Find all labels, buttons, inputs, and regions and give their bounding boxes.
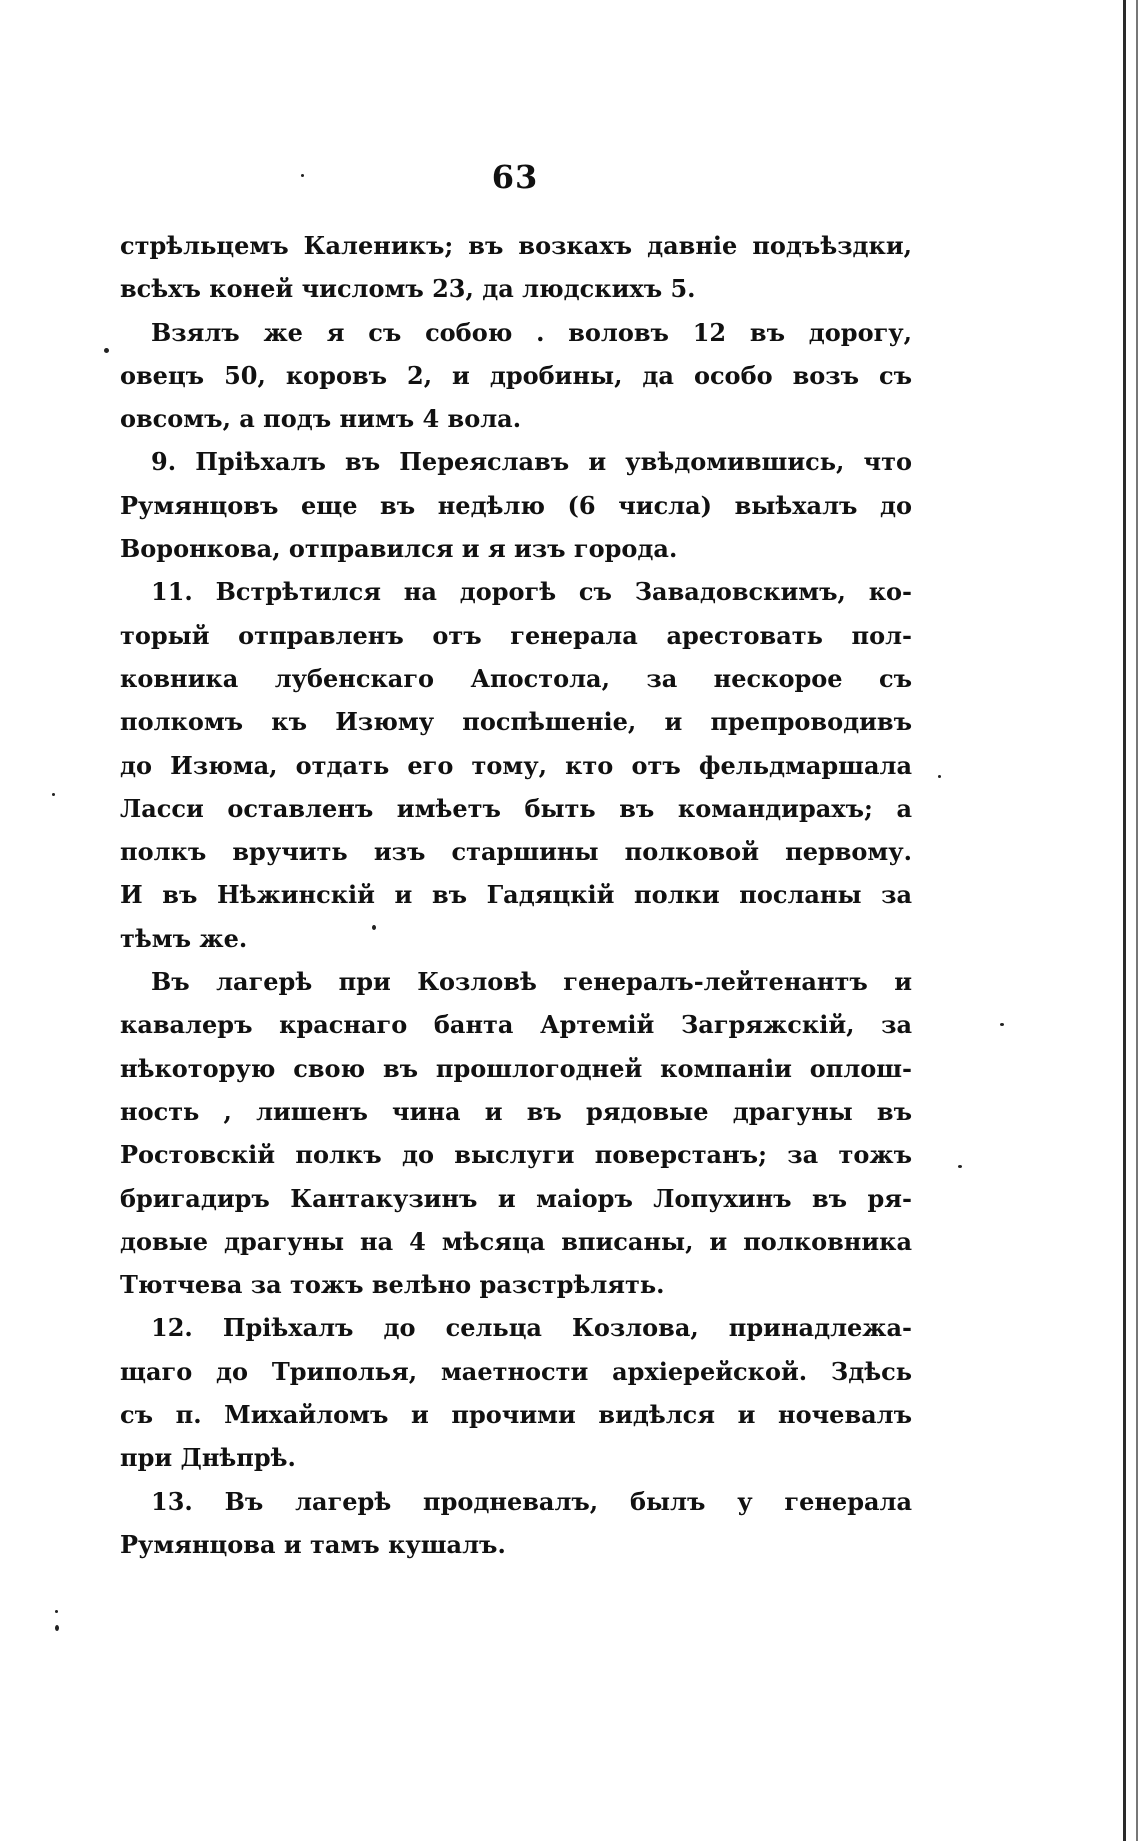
text-line: И въ Нѣжинскій и въ Гадяцкій полки посланы за bbox=[120, 880, 912, 910]
page-number: 63 bbox=[491, 158, 539, 196]
text-line: Румянцова и тамъ кушалъ. bbox=[120, 1529, 506, 1559]
text-line: 9. Пріѣхалъ въ Переяславъ и увѣдомившись, что bbox=[151, 447, 912, 477]
text-line: стрѣльцемъ Каленикъ; въ возкахъ давніе подъѣздки, bbox=[120, 231, 912, 260]
text-line: при Днѣпрѣ. bbox=[120, 1443, 296, 1473]
text-line: Взялъ же я съ собою . воловъ 12 въ дорогу, bbox=[151, 317, 912, 347]
text-line: ность , лишенъ чина и въ рядовые драгуны въ bbox=[120, 1096, 912, 1126]
text-line: Румянцовъ еще въ недѣлю (6 числа) выѣхалъ до bbox=[120, 490, 912, 520]
scan-speck bbox=[958, 1165, 962, 1168]
text-line: овецъ 50, коровъ 2, и дробины, да особо возъ съ bbox=[120, 360, 912, 390]
body-text bbox=[120, 224, 912, 1566]
text-line: тѣмъ же. bbox=[120, 923, 248, 953]
scan-speck bbox=[104, 348, 109, 353]
text-line: 11. Встрѣтился на дорогѣ съ Завадовскимъ, ко- bbox=[151, 577, 912, 607]
scan-speck bbox=[372, 925, 376, 930]
scan-speck bbox=[1000, 1023, 1004, 1026]
scan-speck bbox=[55, 1610, 58, 1613]
text-line: ковника лубенскаго Апостола, за нескорое съ bbox=[120, 663, 912, 693]
text-line: Въ лагерѣ при Козловѣ генералъ-лейтенантъ и bbox=[151, 967, 912, 997]
text-line: 13. Въ лагерѣ продневалъ, былъ у генерала bbox=[151, 1486, 912, 1516]
text-line: полкомъ къ Изюму поспѣшеніе, и препроводивъ bbox=[120, 707, 912, 737]
scan-speck bbox=[938, 775, 941, 778]
text-line: съ п. Михайломъ и прочими видѣлся и ночевалъ bbox=[120, 1400, 912, 1430]
text-line: Ростовскій полкъ до выслуги поверстанъ; за тожъ bbox=[120, 1140, 912, 1170]
scan-speck bbox=[52, 793, 55, 796]
text-line: торый отправленъ отъ генерала арестовать пол- bbox=[120, 620, 912, 650]
scan-speck bbox=[301, 174, 304, 177]
page-edge-shadow bbox=[1123, 0, 1126, 1841]
text-line: нѣкоторую свою въ прошлогодней компаніи оплош- bbox=[120, 1053, 912, 1083]
page-edge-shadow-outer bbox=[1136, 0, 1138, 1841]
text-line: 12. Пріѣхалъ до сельца Козлова, принадлежа- bbox=[151, 1313, 912, 1343]
text-line: Тютчева за тожъ велѣно разстрѣлять. bbox=[120, 1270, 665, 1300]
text-line: кавалеръ краснаго банта Артемій Загряжскій, за bbox=[120, 1010, 912, 1040]
text-line: бригадиръ Кантакузинъ и маіоръ Лопухинъ въ ря- bbox=[120, 1183, 912, 1213]
text-line: всѣхъ коней числомъ 23, да людскихъ 5. bbox=[120, 274, 696, 304]
text-line: щаго до Триполья, маетности архіерейской. Здѣсь bbox=[120, 1356, 912, 1386]
text-line: довые драгуны на 4 мѣсяца вписаны, и полковника bbox=[120, 1226, 912, 1256]
text-line: овсомъ, а подъ нимъ 4 вола. bbox=[120, 404, 522, 434]
text-line: полкъ вручить изъ старшины полковой первому. bbox=[120, 837, 912, 867]
scan-speck bbox=[55, 1625, 59, 1631]
text-line: Ласси оставленъ имѣетъ быть въ командирахъ; а bbox=[120, 793, 912, 823]
text-line: Воронкова, отправился и я изъ города. bbox=[120, 534, 678, 564]
text-line: до Изюма, отдать его тому, кто отъ фельдмаршала bbox=[120, 750, 912, 780]
